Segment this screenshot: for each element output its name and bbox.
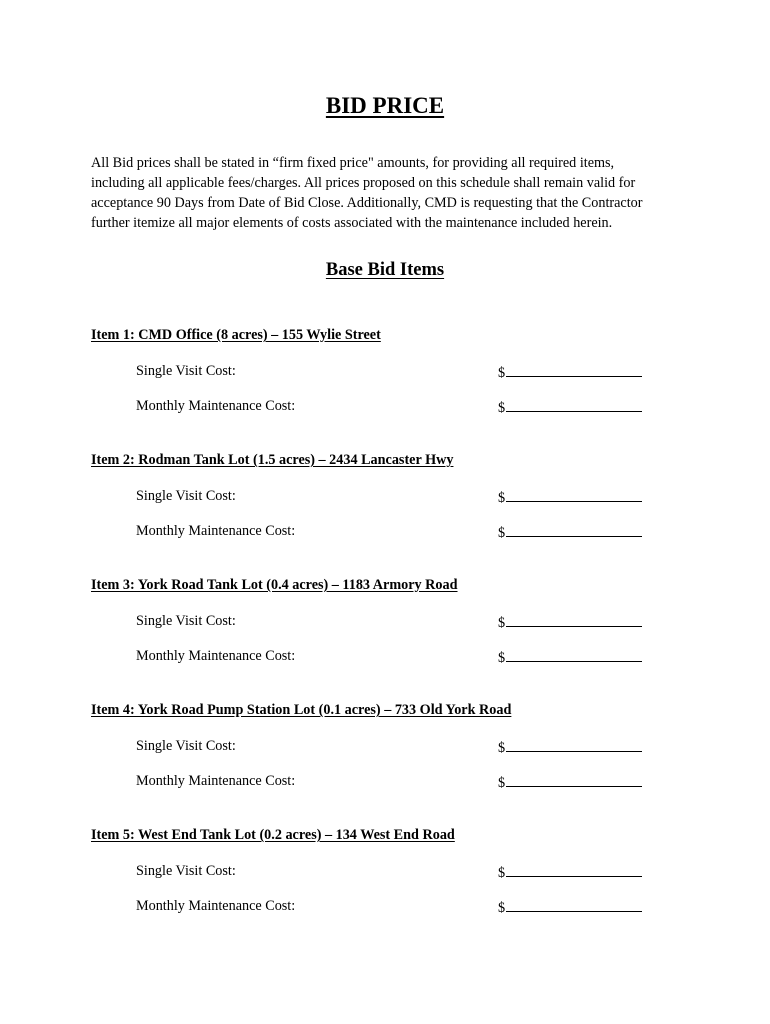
- single-visit-cost-field[interactable]: [498, 861, 642, 883]
- single-visit-cost-field[interactable]: [498, 611, 642, 633]
- monthly-maintenance-cost-label: Monthly Maintenance Cost:: [136, 648, 296, 664]
- bid-item: [91, 825, 691, 950]
- single-visit-cost-row: [136, 611, 642, 631]
- intro-paragraph: All Bid prices shall be stated in “firm fixed price" amounts, for providing all required items, including all applicable fees/charges. All prices proposed on this schedule shall remain valid for acceptance 90 Days from Date of Bid Close. Additionally, CMD is requesting that the Contractor further itemize all major elements of costs associated with the maintenance included herein.: [91, 155, 643, 231]
- amount-blank-line[interactable]: [506, 521, 642, 537]
- monthly-maintenance-cost-label: Monthly Maintenance Cost:: [136, 773, 296, 789]
- dollar-sign: $: [498, 740, 506, 756]
- amount-blank-line[interactable]: [506, 486, 642, 502]
- monthly-maintenance-cost-field[interactable]: [498, 771, 642, 793]
- dollar-sign: $: [498, 775, 506, 791]
- single-visit-cost-label: Single Visit Cost:: [136, 613, 236, 629]
- single-visit-cost-row: [136, 361, 642, 381]
- monthly-maintenance-cost-field[interactable]: [498, 896, 642, 918]
- dollar-sign: $: [498, 865, 506, 881]
- bid-item: [91, 325, 691, 450]
- item-title: Item 1: CMD Office (8 acres) – 155 Wylie Street: [91, 327, 381, 343]
- section-heading: Base Bid Items: [325, 260, 445, 280]
- single-visit-cost-field[interactable]: [498, 361, 642, 383]
- amount-blank-line[interactable]: [506, 771, 642, 787]
- bid-item: [91, 700, 691, 825]
- single-visit-cost-label: Single Visit Cost:: [136, 738, 236, 754]
- single-visit-cost-row: [136, 736, 642, 756]
- item-title: Item 4: York Road Pump Station Lot (0.1 acres) – 733 Old York Road: [91, 702, 512, 718]
- amount-blank-line[interactable]: [506, 611, 642, 627]
- dollar-sign: $: [498, 650, 506, 666]
- single-visit-cost-label: Single Visit Cost:: [136, 863, 236, 879]
- single-visit-cost-field[interactable]: [498, 736, 642, 758]
- monthly-maintenance-cost-row: [136, 396, 642, 416]
- monthly-maintenance-cost-label: Monthly Maintenance Cost:: [136, 398, 296, 414]
- dollar-sign: $: [498, 490, 506, 506]
- item-title: Item 2: Rodman Tank Lot (1.5 acres) – 2434 Lancaster Hwy: [91, 452, 454, 468]
- monthly-maintenance-cost-label: Monthly Maintenance Cost:: [136, 898, 296, 914]
- monthly-maintenance-cost-field[interactable]: [498, 521, 642, 543]
- bid-item: [91, 575, 691, 700]
- amount-blank-line[interactable]: [506, 361, 642, 377]
- page-title: BID PRICE: [325, 93, 445, 118]
- item-title: Item 3: York Road Tank Lot (0.4 acres) – 1183 Armory Road: [91, 577, 458, 593]
- monthly-maintenance-cost-label: Monthly Maintenance Cost:: [136, 523, 296, 539]
- dollar-sign: $: [498, 365, 506, 381]
- single-visit-cost-label: Single Visit Cost:: [136, 488, 236, 504]
- dollar-sign: $: [498, 615, 506, 631]
- bid-item: [91, 450, 691, 575]
- monthly-maintenance-cost-row: [136, 896, 642, 916]
- single-visit-cost-field[interactable]: [498, 486, 642, 508]
- amount-blank-line[interactable]: [506, 896, 642, 912]
- item-title: Item 5: West End Tank Lot (0.2 acres) – 134 West End Road: [91, 827, 455, 843]
- dollar-sign: $: [498, 525, 506, 541]
- amount-blank-line[interactable]: [506, 861, 642, 877]
- single-visit-cost-row: [136, 861, 642, 881]
- dollar-sign: $: [498, 900, 506, 916]
- single-visit-cost-row: [136, 486, 642, 506]
- monthly-maintenance-cost-row: [136, 771, 642, 791]
- monthly-maintenance-cost-field[interactable]: [498, 396, 642, 418]
- monthly-maintenance-cost-row: [136, 521, 642, 541]
- amount-blank-line[interactable]: [506, 396, 642, 412]
- amount-blank-line[interactable]: [506, 646, 642, 662]
- bid-items-list: [91, 325, 691, 950]
- single-visit-cost-label: Single Visit Cost:: [136, 363, 236, 379]
- dollar-sign: $: [498, 400, 506, 416]
- monthly-maintenance-cost-field[interactable]: [498, 646, 642, 668]
- amount-blank-line[interactable]: [506, 736, 642, 752]
- monthly-maintenance-cost-row: [136, 646, 642, 666]
